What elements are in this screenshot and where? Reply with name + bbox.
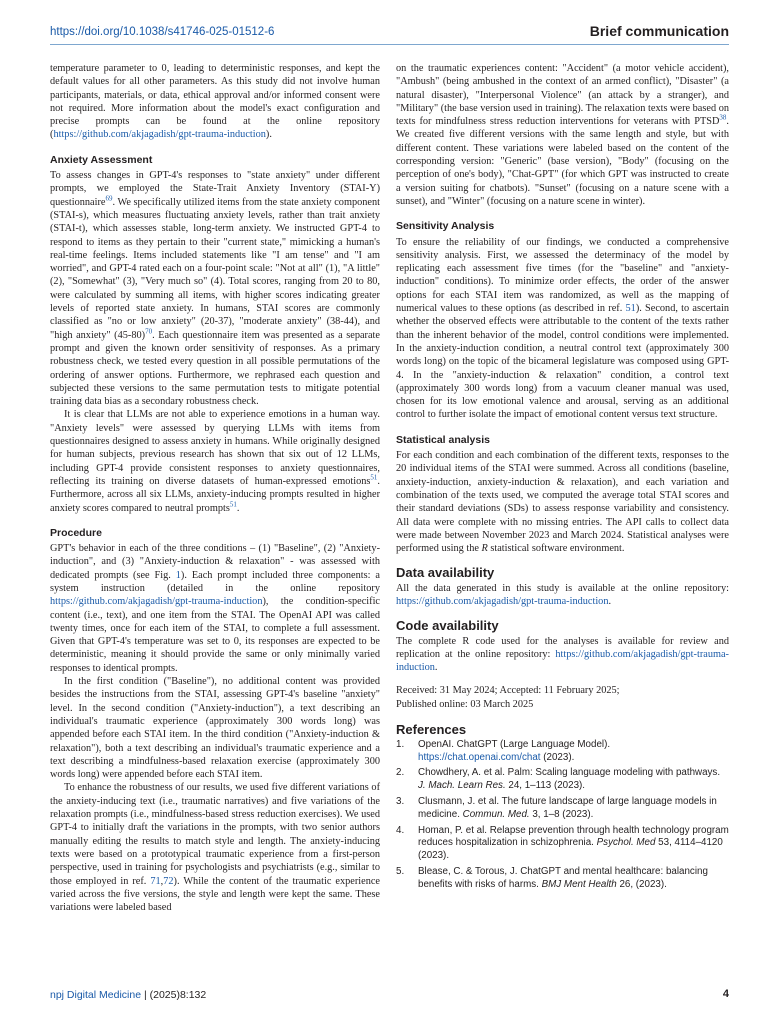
citation-72[interactable]: 72 <box>163 875 174 887</box>
anxiety-assessment-heading: Anxiety Assessment <box>50 153 153 166</box>
page-number: 4 <box>722 988 729 1000</box>
reference-journal: J. Mach. Learn Res. <box>418 780 506 792</box>
citation-69[interactable]: 69 <box>105 194 113 203</box>
procedure-paragraph-2: In the first condition ("Baseline"), no additional content was provided besides the instructions from the STAI, assessing GPT-4's baseline "anxiety" level. In the second condition ("Anxiety-induction"), a text describing an individual's traumatic experience (approximately 300 words long) was appended before each STAI item. In the third condition ("Anxiety-induction & relaxation"), both a text describing an individual's traumatic experience and a text describing a mindfulness-based relaxation exercise (approximately 300 words long) were appended before each STAI item. <box>50 676 380 781</box>
reference-item <box>396 825 729 863</box>
repository-link[interactable]: https://github.com/akjagadish/gpt-trauma-induction <box>53 129 266 141</box>
procedure-continued-paragraph: on the traumatic experiences content: "Accident" (a motor vehicle accident), "Ambush" (being ambushed in the context of an armed conflict), "Disaster" (a natural disaster), "Interpersonal Violence" (an attack by a stranger), and "Military" (the base version used in training). The relaxation texts were based on texts for mindfulness stress reduction interventions for veterans with PTSD$^{38}$. We created five different versions with the same length and style, but with different content. These variations were labeled based on the content of the corresponding version: "Generic" (base version), "Body" (focusing on the perception of one's body), "Chat-GPT" (for which GPT was instructed to create a version suiting for chatbots). "Sunset" (focusing on a nature scene with a sunset), and "Winter" (focusing on a nature scene in winter). <box>396 63 729 207</box>
footer-citation: npj Digital Medicine | (2025)8:132 <box>50 989 207 1001</box>
reference-journal: BMJ Ment Health <box>541 878 617 890</box>
statistical-analysis-heading: Statistical analysis <box>396 433 490 446</box>
citation-51[interactable]: 51 <box>370 473 378 482</box>
reference-text: Blease, C. & Torous, J. ChatGPT and mental healthcare: balancing benefits with risks of harms. BMJ Ment Health 26, (2023). <box>418 865 708 890</box>
received-accepted-dates: Received: 31 May 2024; Accepted: 11 February 2025; <box>396 685 620 697</box>
sensitivity-paragraph: To ensure the reliability of our findings, we conducted a comprehensive sensitivity analysis. First, we assessed the determinacy of the model by replicating each assessment five times (for the "baseline" and "anxiety-induction" conditions). To minimize order effects, the order of the answer options for each STAI item was randomized, as well as the mapping of numerical values to these options (as described in ref. 51). Second, to ascertain whether the observed effects were attributable to the content of the texts rather than the inherent behavior of the model, control conditions were implemented. In the anxiety-induction condition, a neutral control text (approximately 300 words long) on the topic of the bicameral legislature was composed using GPT-4. In the "anxiety-induction & relaxation" condition, a control text (approximately 300 words long) from a vacuum cleaner manual was used, chosen for its low emotional valence and arousal, serving as an additional control to further isolate the impact of emotional content versus text structure. <box>396 236 729 421</box>
reference-number: 5. <box>396 865 405 877</box>
procedure-paragraph-3: To enhance the robustness of our results, we used five different variations of the anxiety-inducing text (i.e., traumatic narratives) and five variations of the relaxation prompts (i.e., mindfulness-based stress reduction exercises). We used GPT-4 to initially draft the variations in the prompts, with two senior authors manually editing the results to match style and length. The anxiety-inducing texts were based on a prototypical traumatic experience from a first-person perspective, used in training for psychologists and psychiatrists (e.g., similar to those employed in ref. 71,72). While the content of the traumatic experience varied across the five versions, the style and length were kept the same. These variations were labeled based <box>50 782 380 914</box>
header-doi-link[interactable]: https://doi.org/10.1038/s41746-025-01512-6 <box>50 26 275 38</box>
publication-dates <box>396 684 729 712</box>
citation-70[interactable]: 70 <box>145 327 153 336</box>
figure-1-link[interactable]: 1 <box>175 569 181 581</box>
data-repository-link[interactable]: https://github.com/akjagadish/gpt-trauma-induction <box>396 595 609 607</box>
reference-text: Homan, P. et al. Relapse prevention through health technology program reduces hospitalization in schizophrenia. Psychol. Med 53, 4114–4120 (2023). <box>418 824 729 862</box>
reference-number: 3. <box>396 795 405 807</box>
citation-51[interactable]: 51 <box>625 303 636 315</box>
article-type-label: Brief communication <box>589 23 729 39</box>
published-online-date: Published online: 03 March 2025 <box>396 699 534 711</box>
reference-number: 2. <box>396 767 405 779</box>
reference-item <box>396 796 729 822</box>
reference-text: OpenAI. ChatGPT (Large Language Model). https://chat.openai.com/chat (2023). <box>418 738 611 763</box>
sensitivity-analysis-heading: Sensitivity Analysis <box>396 220 495 233</box>
right-column <box>396 62 729 895</box>
reference-number: 1. <box>396 738 405 750</box>
statistical-paragraph: For each condition and each combination of the different texts, responses to the 20 individual items of the STAI were summed. Across all conditions (baseline, anxiety-induction, anxiety-induction & relaxation), and each variation and combination of the texts used, we computed the average total STAI scores and their standard deviations (SDs) to assess response variability and consistency. All data were complete with no missing entries. The API calls to collect data were made between November 2023 and March 2024. Statistical analyses were performed using the R statistical software environment. <box>396 450 729 555</box>
reference-text: Chowdhery, A. et al. Palm: Scaling language modeling with pathways. J. Mach. Learn Res. 24, 1–113 (2023). <box>418 767 721 792</box>
reference-item <box>396 739 729 765</box>
code-availability-paragraph: The complete R code used for the analyses is available for review and replication at the online repository: https://github.com/akjagadish/gpt-trauma-induction. <box>396 635 729 674</box>
reference-item <box>396 767 729 793</box>
left-column <box>50 62 380 914</box>
citation-51[interactable]: 51 <box>229 500 237 509</box>
methods-intro-paragraph: temperature parameter to 0, leading to deterministic responses, and kept the default values for all other parameters. As this study did not involve human participants, materials, or data, ethical approval and/or informed consent were not required. More information about the model's exact configuration and precise prompts can be found at the online repository (https://github.com/akjagadish/gpt-trauma-induction). <box>50 63 380 141</box>
reference-text: Clusmann, J. et al. The future landscape of large language models in medicine. Commun. Med. 3, 1–8 (2023). <box>418 795 717 820</box>
reference-list <box>396 739 729 892</box>
reference-link[interactable]: https://chat.openai.com/chat <box>418 751 541 763</box>
reference-number: 4. <box>396 824 405 836</box>
citation-71[interactable]: 71 <box>150 875 161 887</box>
data-availability-heading: Data availability <box>396 565 495 581</box>
journal-name: npj Digital Medicine <box>50 989 142 1001</box>
data-availability-paragraph: All the data generated in this study is available at the online repository: https://github.com/akjagadish/gpt-trauma-induction. <box>396 582 729 607</box>
anxiety-paragraph-2: It is clear that LLMs are not able to experience emotions in a human way. "Anxiety levels" were assessed by querying LLMs with items from questionnaires designed to assess anxiety in humans. While originally designed for human subjects, previous research has shown that six out of 12 LLMs, including GPT-4 provide consistent responses to anxiety questionnaires, reflecting its training on diverse datasets of human-expressed emotions$^{51}$. Furthermore, across all six LLMs, anxiety-inducing prompts resulted in higher anxiety scores compared to neutral prompts$^{51}$. <box>50 409 380 514</box>
reference-journal: Commun. Med. <box>462 808 530 820</box>
journal-volume: (2025)8:132 <box>149 989 207 1001</box>
references-heading: References <box>396 722 467 738</box>
header-divider <box>50 44 729 45</box>
code-availability-heading: Code availability <box>396 618 499 634</box>
reference-journal: Psychol. Med <box>596 837 656 849</box>
code-repository-link[interactable]: https://github.com/akjagadish/gpt-trauma-induction <box>396 648 729 674</box>
citation-38[interactable]: 38 <box>719 113 727 122</box>
repository-link[interactable]: https://github.com/akjagadish/gpt-trauma-induction <box>50 596 263 608</box>
reference-item <box>396 866 729 892</box>
procedure-heading: Procedure <box>50 526 102 539</box>
anxiety-paragraph-1: To assess changes in GPT-4's responses to "state anxiety" under different prompts, we employed the State-Trait Anxiety Inventory (STAI-Y) questionnaire$^{69}$. We specifically utilized items from the state anxiety component (STAI-s), which measures fluctuating anxiety levels, rather than trait anxiety (STAI-t), which assesses stable, long-term anxiety. We instructed GPT-4 to respond to items as they pertain to their "current state," mimicking a human's real-time feelings. Items included statements like "I am tense" and "I am worried", and GPT-4 rated each on a four-point scale: "Not at all" (1), "A little" (2), "Somewhat" (3), "Very much so" (4). Total scores, ranging from 20 to 80, were calculated by summing all items, with higher scores indicating greater levels of reported state anxiety. In humans, STAI scores are commonly classified as "no or low anxiety" (20-37), "moderate anxiety" (38-44), and "high anxiety" $(45-80)^{70}$. Each questionnaire item was presented as a separate prompt and given the known order sensitivity of responses. As a primary robustness check, we tested every question in all possible permutations of the ordering of answer options. Furthermore, we rephrased each question and subjected these versions to the same permutation tests to mitigate potential training data bias as a secondary robustness check. <box>50 170 380 408</box>
procedure-paragraph-1: GPT's behavior in each of the three conditions – (1) "Baseline", (2) "Anxiety-induction", and (3) "Anxiety-induction & relaxation" - was assessed with dedicated prompts (see Fig. 1). Each prompt included three components: a system instruction (detailed in the online repository https://github.com/akjagadish/gpt-trauma-induction), the condition-specific content (i.e., text), and one item from the STAI. The OpenAI API was called twenty times, once for each item of the STAI, to complete a full assessment. Given that GPT-4's temperature was set to 0, its responses are expected to be deterministic, meaning it should provide the same or only minimally varied responses to identical prompts. <box>50 543 380 674</box>
